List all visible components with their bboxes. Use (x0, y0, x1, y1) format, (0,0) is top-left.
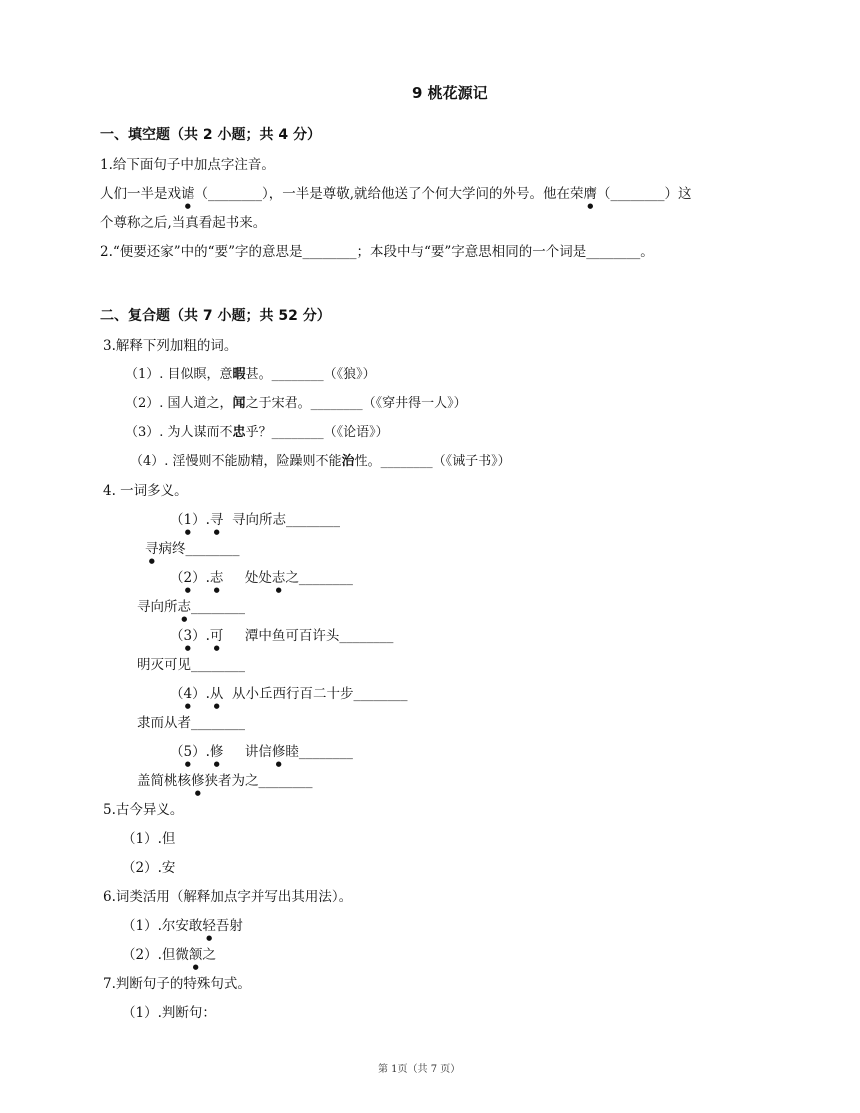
question-2: 2.“便要还家”中的“要”字的意思是________；本段中与“要”字意思相同的一个词是________。 (100, 244, 654, 260)
question-3-stem: 3.解释下列加粗的词。 (103, 338, 238, 354)
dotted-char: 修 (191, 773, 205, 789)
question-3-item-4: （4）. 淫慢则不能励精，险躁则不能治性。________（《诫子书》） (130, 454, 511, 469)
dotted-char: 寻 (209, 512, 224, 528)
section-heading-fill-blank: 一、填空题（共 2 小题；共 4 分） (100, 127, 321, 143)
question-1-stem: 1.给下面句子中加点字注音。 (100, 157, 275, 173)
dotted-char: 修 (271, 744, 286, 760)
dotted-char: 寻 (145, 541, 159, 557)
dotted-char: 膺 (583, 186, 598, 202)
bold-word: 闻 (232, 396, 246, 411)
question-5-item-2: （2）.安 (122, 860, 176, 876)
section-heading-composite: 二、复合题（共 7 小题；共 52 分） (100, 308, 331, 324)
question-4-item-4-b: 隶而从者________ (137, 715, 245, 731)
question-7-item-1: （1）.判断句： (122, 1005, 216, 1021)
dotted-char: 志 (177, 599, 191, 615)
question-1-line-2: 个尊称之后,当真看起书来。 (100, 215, 267, 231)
question-1-line-1: 人们一半是戏谑（________），一半是尊敬,就给他送了个何大学问的外号。他在荣膺（________）这 (100, 186, 692, 202)
question-4-item-3-b: 明灭可见________ (137, 657, 245, 673)
dotted-char: 可 (209, 628, 224, 644)
question-4-item-1-b: 寻病终________ (145, 541, 240, 557)
bold-word: 忠 (232, 425, 246, 440)
dotted-char: 志 (271, 570, 286, 586)
question-4-item-3: （3）.可 潭中鱼可百许头________ (170, 628, 394, 644)
dotted-char: 从 (209, 686, 224, 702)
question-6-item-2: （2）.但微颔之 (122, 947, 216, 963)
question-4-item-5-b: 盖简桃核修狭者为之________ (137, 773, 313, 789)
dotted-char: 颔 (188, 947, 203, 963)
question-5-item-1: （1）.但 (122, 831, 176, 847)
dotted-char: 谑 (181, 186, 195, 202)
question-4-item-2: （2）.志 处处志之________ (170, 570, 353, 586)
bold-word: 暇 (232, 367, 246, 382)
question-3-item-1: （1）. 目似瞑，意暇甚。________（《狼》） (125, 367, 376, 382)
dotted-char: 轻 (202, 918, 216, 934)
question-4-item-5: （5）.修 讲信修睦________ (170, 744, 353, 760)
question-4-stem: 4. 一词多义。 (103, 483, 188, 499)
question-3-item-3: （3）. 为人谋而不忠乎？________（《论语》） (125, 425, 389, 440)
question-6-item-1: （1）.尔安敢轻吾射 (122, 918, 243, 934)
question-3-item-2: （2）. 国人道之，闻之于宋君。________（《穿井得一人》） (125, 396, 467, 411)
question-4-item-2-b: 寻向所志________ (137, 599, 245, 615)
question-5-stem: 5.古今异义。 (103, 802, 184, 818)
page-footer: 第 1页（共 7 页） (378, 1064, 461, 1075)
question-6-stem: 6.词类活用（解释加点字并写出其用法）。 (103, 889, 353, 905)
dotted-char: 志 (209, 570, 224, 586)
question-7-stem: 7.判断句子的特殊句式。 (103, 976, 251, 992)
bold-word: 治 (341, 454, 355, 469)
question-4-item-1: （1）.寻 寻向所志________ (170, 512, 340, 528)
question-4-item-4: （4）.从 从小丘西行百二十步________ (170, 686, 408, 702)
dotted-char: 修 (209, 744, 224, 760)
page-title: 9 桃花源记 (412, 84, 488, 102)
